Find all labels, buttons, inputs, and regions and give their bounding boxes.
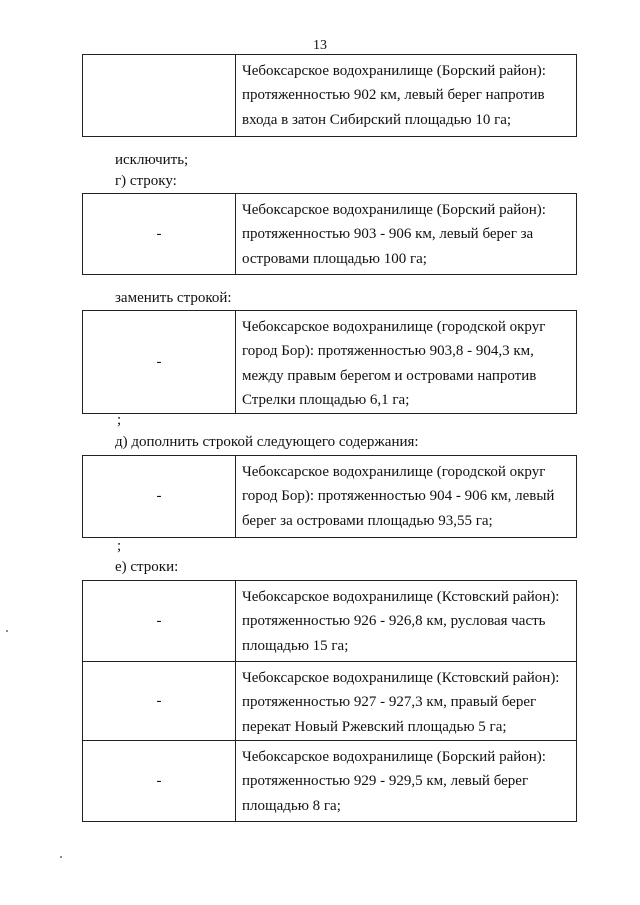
cell-line: между правым берегом и островами напротив [242,367,537,384]
cell-line: город Бор): протяженностью 904 - 906 км, левый [242,488,555,505]
cell-line: Чебоксарское водохранилище (Кстовский район): [242,670,560,686]
table-cell-left: - [83,581,236,661]
cell-line: Чебоксарское водохранилище (Борский район): [242,63,546,79]
cell-line: входа в затон Сибирский площадью 10 га; [242,111,512,128]
table-1 [82,54,577,137]
table-4 [82,455,577,538]
cell-line: протяженностью 927 - 927,3 км, правый берег [242,694,537,711]
table-row [83,661,576,740]
table-row [83,194,576,274]
page-number: 13 [313,38,327,53]
table-cell-left: - [83,741,236,821]
cell-line: площадью 8 га; [242,797,341,814]
cell-line: Чебоксарское водохранилище (Борский район): [242,749,546,765]
cell-line: Стрелки площадью 6,1 га; [242,391,410,408]
table-cell-right [236,456,576,537]
table-row [83,740,576,821]
table-cell-left: - [83,311,236,413]
cell-line: перекат Новый Ржевский площадью 5 га; [242,718,507,735]
table-cell-left [83,55,236,136]
cell-line: площадью 15 га; [242,637,349,654]
paragraph-exclude: исключить; [115,152,189,168]
table-cell-right [236,194,576,274]
paragraph-item-e: е) строки: [115,559,179,575]
table-cell-right [236,741,576,821]
semicolon-2: ; [117,538,122,554]
table-row [83,581,576,661]
table-cell-right [236,55,576,136]
cell-line: протяженностью 929 - 929,5 км, левый берег [242,773,529,790]
table-cell-left: - [83,662,236,740]
table-cell-right [236,662,576,740]
paragraph-replace: заменить строкой: [115,290,232,306]
table-cell-left: - [83,456,236,537]
cell-line: протяженностью 903 - 906 км, левый берег за [242,226,534,243]
table-2 [82,193,577,275]
cell-line: Чебоксарское водохранилище (Кстовский район): [242,589,560,605]
scan-speck [6,630,8,632]
cell-line: протяженностью 902 км, левый берег напротив [242,87,545,104]
table-cell-left: - [83,194,236,274]
table-row [83,456,576,537]
cell-line: Чебоксарское водохранилище (городской округ [242,464,546,480]
table-3 [82,310,577,414]
cell-line: город Бор): протяженностью 903,8 - 904,3 км, [242,343,534,360]
cell-line: Чебоксарское водохранилище (Борский район): [242,202,546,218]
table-cell-right [236,581,576,661]
table-row [83,55,576,136]
table-cell-right [236,311,576,413]
cell-line: Чебоксарское водохранилище (городской округ [242,319,546,335]
table-5 [82,580,577,822]
paragraph-item-d: д) дополнить строкой следующего содержания: [115,434,419,450]
semicolon-1: ; [117,412,122,428]
scan-speck [60,856,62,858]
cell-line: берег за островами площадью 93,55 га; [242,512,493,529]
cell-line: протяженностью 926 - 926,8 км, русловая часть [242,613,546,630]
paragraph-item-g: г) строку: [115,173,177,189]
table-row [83,311,576,413]
cell-line: островами площадью 100 га; [242,250,427,267]
